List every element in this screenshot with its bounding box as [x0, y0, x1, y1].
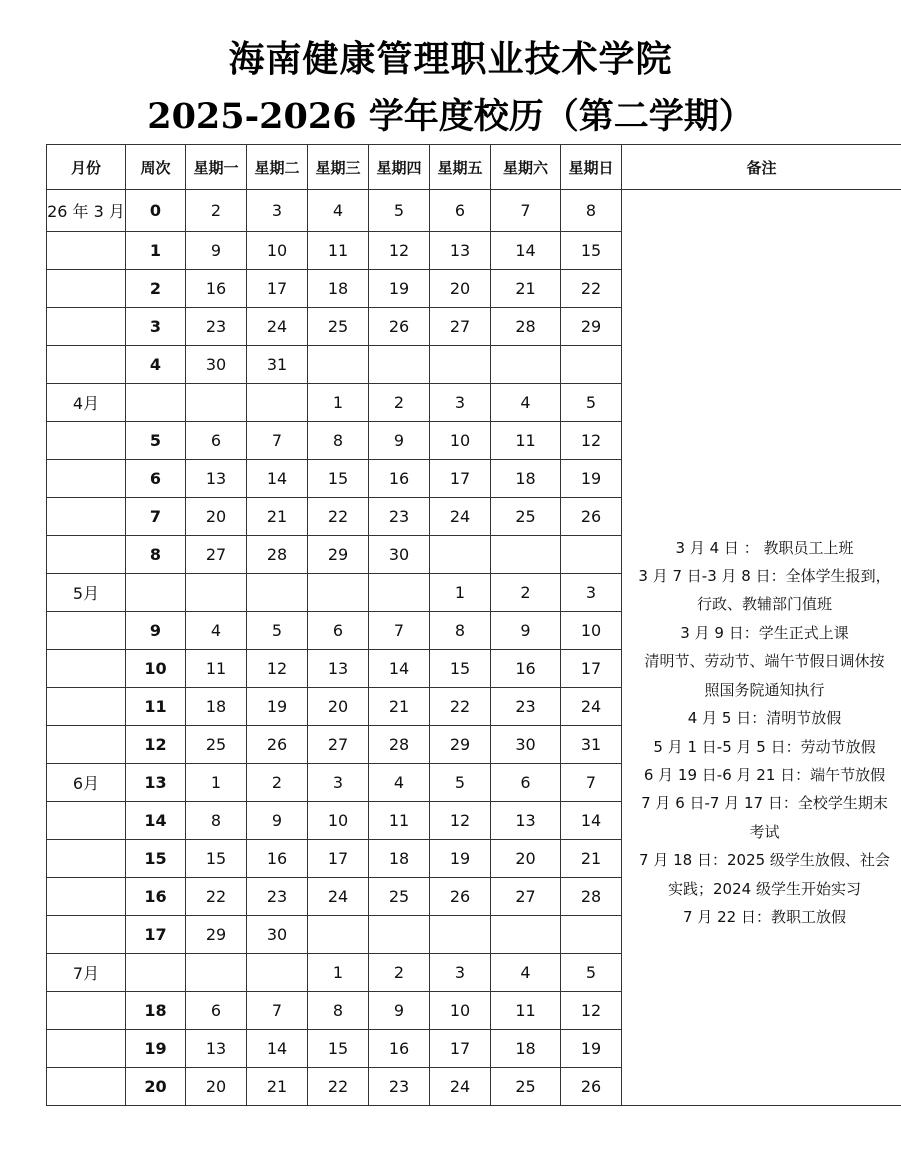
week-number-cell: [126, 574, 186, 612]
week-number-cell: 17: [126, 916, 186, 954]
day-cell: 9: [491, 612, 561, 650]
day-cell: 21: [247, 498, 308, 536]
note-line: 照国务院通知执行: [704, 680, 825, 699]
note-line: 7 月 6 日-7 月 17 日：全校学生期末: [641, 794, 888, 813]
week-number-cell: 8: [126, 536, 186, 574]
day-cell: 27: [430, 308, 491, 346]
month-cell: 26 年 3 月: [47, 190, 126, 232]
page-subtitle: 2025-2026 学年度校历（第二学期）: [147, 96, 754, 137]
day-cell: 25: [491, 1068, 561, 1106]
day-cell: 20: [308, 688, 369, 726]
day-cell: [247, 954, 308, 992]
day-cell: [369, 346, 430, 384]
day-cell: 16: [247, 840, 308, 878]
day-cell: 19: [369, 270, 430, 308]
day-cell: 10: [308, 802, 369, 840]
day-cell: 26: [561, 498, 622, 536]
day-cell: 7: [247, 992, 308, 1030]
week-number-cell: 18: [126, 992, 186, 1030]
week-number-cell: 4: [126, 346, 186, 384]
week-number-cell: 9: [126, 612, 186, 650]
day-cell: 6: [186, 422, 247, 460]
day-cell: 5: [561, 384, 622, 422]
day-cell: 13: [186, 460, 247, 498]
day-cell: 14: [247, 460, 308, 498]
day-cell: 8: [561, 190, 622, 232]
day-cell: 8: [430, 612, 491, 650]
day-cell: 22: [430, 688, 491, 726]
month-cell: [47, 612, 126, 650]
day-cell: [308, 574, 369, 612]
day-cell: 4: [491, 384, 561, 422]
day-cell: 7: [491, 190, 561, 232]
day-cell: 16: [186, 270, 247, 308]
day-cell: 24: [308, 878, 369, 916]
day-cell: [491, 346, 561, 384]
day-cell: 15: [430, 650, 491, 688]
month-cell: 6月: [47, 764, 126, 802]
day-cell: 22: [561, 270, 622, 308]
month-cell: [47, 650, 126, 688]
week-number-cell: [126, 384, 186, 422]
day-cell: 18: [491, 1030, 561, 1068]
day-cell: [186, 954, 247, 992]
week-number-cell: [126, 954, 186, 992]
day-cell: 19: [561, 460, 622, 498]
day-cell: 6: [308, 612, 369, 650]
day-cell: 28: [369, 726, 430, 764]
day-cell: [186, 384, 247, 422]
day-cell: 20: [186, 1068, 247, 1106]
day-cell: 14: [247, 1030, 308, 1068]
week-number-cell: 5: [126, 422, 186, 460]
day-cell: 3: [561, 574, 622, 612]
note-line: 7 月 22 日：教职工放假: [683, 907, 846, 926]
day-cell: 30: [247, 916, 308, 954]
header-row: [47, 145, 901, 190]
day-cell: 13: [308, 650, 369, 688]
day-cell: 14: [561, 802, 622, 840]
month-cell: [47, 992, 126, 1030]
header-tuesday: 星期二: [247, 145, 308, 190]
month-cell: [47, 1068, 126, 1106]
day-cell: 16: [369, 460, 430, 498]
day-cell: 7: [369, 612, 430, 650]
day-cell: 21: [561, 840, 622, 878]
day-cell: 22: [308, 1068, 369, 1106]
notes-cell: [622, 190, 901, 1106]
day-cell: 12: [561, 422, 622, 460]
day-cell: 24: [430, 1068, 491, 1106]
header-sunday: 星期日: [561, 145, 622, 190]
month-cell: [47, 536, 126, 574]
day-cell: 28: [491, 308, 561, 346]
day-cell: 2: [369, 954, 430, 992]
day-cell: 17: [247, 270, 308, 308]
day-cell: 24: [247, 308, 308, 346]
day-cell: 30: [369, 536, 430, 574]
day-cell: 1: [308, 384, 369, 422]
day-cell: 20: [186, 498, 247, 536]
day-cell: [186, 574, 247, 612]
day-cell: 15: [186, 840, 247, 878]
day-cell: 20: [430, 270, 491, 308]
day-cell: 15: [308, 1030, 369, 1068]
day-cell: [491, 916, 561, 954]
day-cell: 10: [247, 232, 308, 270]
day-cell: 8: [186, 802, 247, 840]
day-cell: 9: [247, 802, 308, 840]
month-cell: 7月: [47, 954, 126, 992]
day-cell: 23: [247, 878, 308, 916]
day-cell: 1: [430, 574, 491, 612]
month-cell: [47, 802, 126, 840]
week-number-cell: 6: [126, 460, 186, 498]
note-line: 6 月 19 日-6 月 21 日：端午节放假: [643, 765, 886, 784]
week-number-cell: 0: [126, 190, 186, 232]
day-cell: 11: [369, 802, 430, 840]
note-line: 4 月 5 日：清明节放假: [687, 709, 842, 728]
day-cell: [369, 574, 430, 612]
day-cell: 24: [430, 498, 491, 536]
day-cell: 31: [561, 726, 622, 764]
day-cell: 27: [491, 878, 561, 916]
week-number-cell: 7: [126, 498, 186, 536]
header-saturday: 星期六: [491, 145, 561, 190]
table-row: [47, 190, 901, 232]
month-cell: [47, 878, 126, 916]
note-line: 5 月 1 日-5 月 5 日：劳动节放假: [653, 737, 876, 756]
calendar-body: [47, 190, 901, 1106]
note-line: 清明节、劳动节、端午节假日调休按: [644, 652, 885, 671]
header-thursday: 星期四: [369, 145, 430, 190]
day-cell: 23: [186, 308, 247, 346]
day-cell: 22: [308, 498, 369, 536]
day-cell: 16: [491, 650, 561, 688]
note-line: 3 月 4 日 ： 教职员工上班: [675, 538, 854, 557]
week-number-cell: 3: [126, 308, 186, 346]
day-cell: 14: [369, 650, 430, 688]
day-cell: 11: [308, 232, 369, 270]
day-cell: 25: [186, 726, 247, 764]
day-cell: [247, 574, 308, 612]
day-cell: 17: [308, 840, 369, 878]
day-cell: 22: [186, 878, 247, 916]
page-title: 海南健康管理职业技术学院: [228, 38, 673, 80]
day-cell: [430, 346, 491, 384]
day-cell: 16: [369, 1030, 430, 1068]
day-cell: 30: [186, 346, 247, 384]
day-cell: [369, 916, 430, 954]
month-cell: [47, 688, 126, 726]
day-cell: [561, 346, 622, 384]
month-cell: 5月: [47, 574, 126, 612]
day-cell: 15: [308, 460, 369, 498]
day-cell: 17: [430, 460, 491, 498]
month-cell: [47, 840, 126, 878]
day-cell: 2: [247, 764, 308, 802]
day-cell: 26: [369, 308, 430, 346]
day-cell: 15: [561, 232, 622, 270]
day-cell: 11: [186, 650, 247, 688]
day-cell: 11: [491, 422, 561, 460]
header-wednesday: 星期三: [308, 145, 369, 190]
week-number-cell: 12: [126, 726, 186, 764]
day-cell: 4: [308, 190, 369, 232]
day-cell: [308, 916, 369, 954]
month-cell: [47, 498, 126, 536]
school-calendar-table: [46, 144, 901, 1106]
month-cell: [47, 308, 126, 346]
day-cell: 23: [369, 1068, 430, 1106]
day-cell: 5: [561, 954, 622, 992]
week-number-cell: 2: [126, 270, 186, 308]
day-cell: 12: [247, 650, 308, 688]
day-cell: 18: [308, 270, 369, 308]
day-cell: 3: [247, 190, 308, 232]
day-cell: 28: [247, 536, 308, 574]
day-cell: 25: [491, 498, 561, 536]
day-cell: 10: [430, 422, 491, 460]
day-cell: 9: [369, 422, 430, 460]
day-cell: 7: [247, 422, 308, 460]
header-monday: 星期一: [186, 145, 247, 190]
week-number-cell: 11: [126, 688, 186, 726]
day-cell: 27: [186, 536, 247, 574]
day-cell: 28: [561, 878, 622, 916]
day-cell: 10: [430, 992, 491, 1030]
month-cell: [47, 270, 126, 308]
header-month: 月份: [47, 145, 126, 190]
day-cell: 5: [430, 764, 491, 802]
day-cell: 2: [369, 384, 430, 422]
day-cell: 27: [308, 726, 369, 764]
day-cell: 29: [561, 308, 622, 346]
day-cell: 7: [561, 764, 622, 802]
note-line: 7 月 18 日：2025 级学生放假、社会: [639, 851, 890, 870]
day-cell: 26: [561, 1068, 622, 1106]
day-cell: 5: [369, 190, 430, 232]
day-cell: 19: [561, 1030, 622, 1068]
day-cell: 4: [491, 954, 561, 992]
day-cell: [430, 916, 491, 954]
day-cell: 5: [247, 612, 308, 650]
day-cell: 13: [186, 1030, 247, 1068]
day-cell: 1: [308, 954, 369, 992]
note-line: 考试: [749, 822, 780, 841]
day-cell: 6: [491, 764, 561, 802]
day-cell: 12: [561, 992, 622, 1030]
day-cell: 26: [247, 726, 308, 764]
month-cell: [47, 232, 126, 270]
week-number-cell: 19: [126, 1030, 186, 1068]
day-cell: 2: [491, 574, 561, 612]
day-cell: 9: [369, 992, 430, 1030]
day-cell: 4: [369, 764, 430, 802]
day-cell: 10: [561, 612, 622, 650]
day-cell: 18: [491, 460, 561, 498]
day-cell: 30: [491, 726, 561, 764]
day-cell: 21: [369, 688, 430, 726]
day-cell: 25: [369, 878, 430, 916]
day-cell: 3: [308, 764, 369, 802]
day-cell: 19: [430, 840, 491, 878]
day-cell: 31: [247, 346, 308, 384]
week-number-cell: 16: [126, 878, 186, 916]
day-cell: 21: [247, 1068, 308, 1106]
day-cell: 29: [186, 916, 247, 954]
day-cell: 12: [369, 232, 430, 270]
day-cell: 6: [430, 190, 491, 232]
day-cell: [491, 536, 561, 574]
month-cell: [47, 460, 126, 498]
day-cell: 26: [430, 878, 491, 916]
day-cell: 25: [308, 308, 369, 346]
week-number-cell: 1: [126, 232, 186, 270]
day-cell: 9: [186, 232, 247, 270]
day-cell: 18: [186, 688, 247, 726]
header-notes: 备注: [622, 145, 901, 190]
week-number-cell: 13: [126, 764, 186, 802]
day-cell: 8: [308, 992, 369, 1030]
day-cell: 4: [186, 612, 247, 650]
day-cell: 14: [491, 232, 561, 270]
day-cell: [430, 536, 491, 574]
note-line: 3 月 7 日-3 月 8 日：全体学生报到，: [638, 567, 891, 586]
day-cell: 3: [430, 384, 491, 422]
week-number-cell: 10: [126, 650, 186, 688]
day-cell: 13: [491, 802, 561, 840]
day-cell: [561, 916, 622, 954]
day-cell: 19: [247, 688, 308, 726]
day-cell: 23: [491, 688, 561, 726]
note-line: 行政、教辅部门值班: [696, 595, 832, 614]
header-friday: 星期五: [430, 145, 491, 190]
month-cell: 4月: [47, 384, 126, 422]
header-week: 周次: [126, 145, 186, 190]
day-cell: 17: [561, 650, 622, 688]
week-number-cell: 15: [126, 840, 186, 878]
day-cell: 24: [561, 688, 622, 726]
day-cell: 1: [186, 764, 247, 802]
month-cell: [47, 1030, 126, 1068]
day-cell: [561, 536, 622, 574]
day-cell: 11: [491, 992, 561, 1030]
day-cell: [247, 384, 308, 422]
day-cell: 17: [430, 1030, 491, 1068]
month-cell: [47, 726, 126, 764]
note-line: 3 月 9 日：学生正式上课: [680, 623, 849, 642]
note-line: 实践；2024 级学生开始实习: [668, 879, 861, 898]
day-cell: 13: [430, 232, 491, 270]
day-cell: 3: [430, 954, 491, 992]
day-cell: 29: [430, 726, 491, 764]
day-cell: 20: [491, 840, 561, 878]
week-number-cell: 14: [126, 802, 186, 840]
day-cell: 23: [369, 498, 430, 536]
week-number-cell: 20: [126, 1068, 186, 1106]
day-cell: 29: [308, 536, 369, 574]
day-cell: 18: [369, 840, 430, 878]
month-cell: [47, 916, 126, 954]
month-cell: [47, 422, 126, 460]
day-cell: 21: [491, 270, 561, 308]
day-cell: [308, 346, 369, 384]
day-cell: 8: [308, 422, 369, 460]
notes-list: [622, 364, 901, 932]
day-cell: 12: [430, 802, 491, 840]
day-cell: 2: [186, 190, 247, 232]
day-cell: 6: [186, 992, 247, 1030]
month-cell: [47, 346, 126, 384]
